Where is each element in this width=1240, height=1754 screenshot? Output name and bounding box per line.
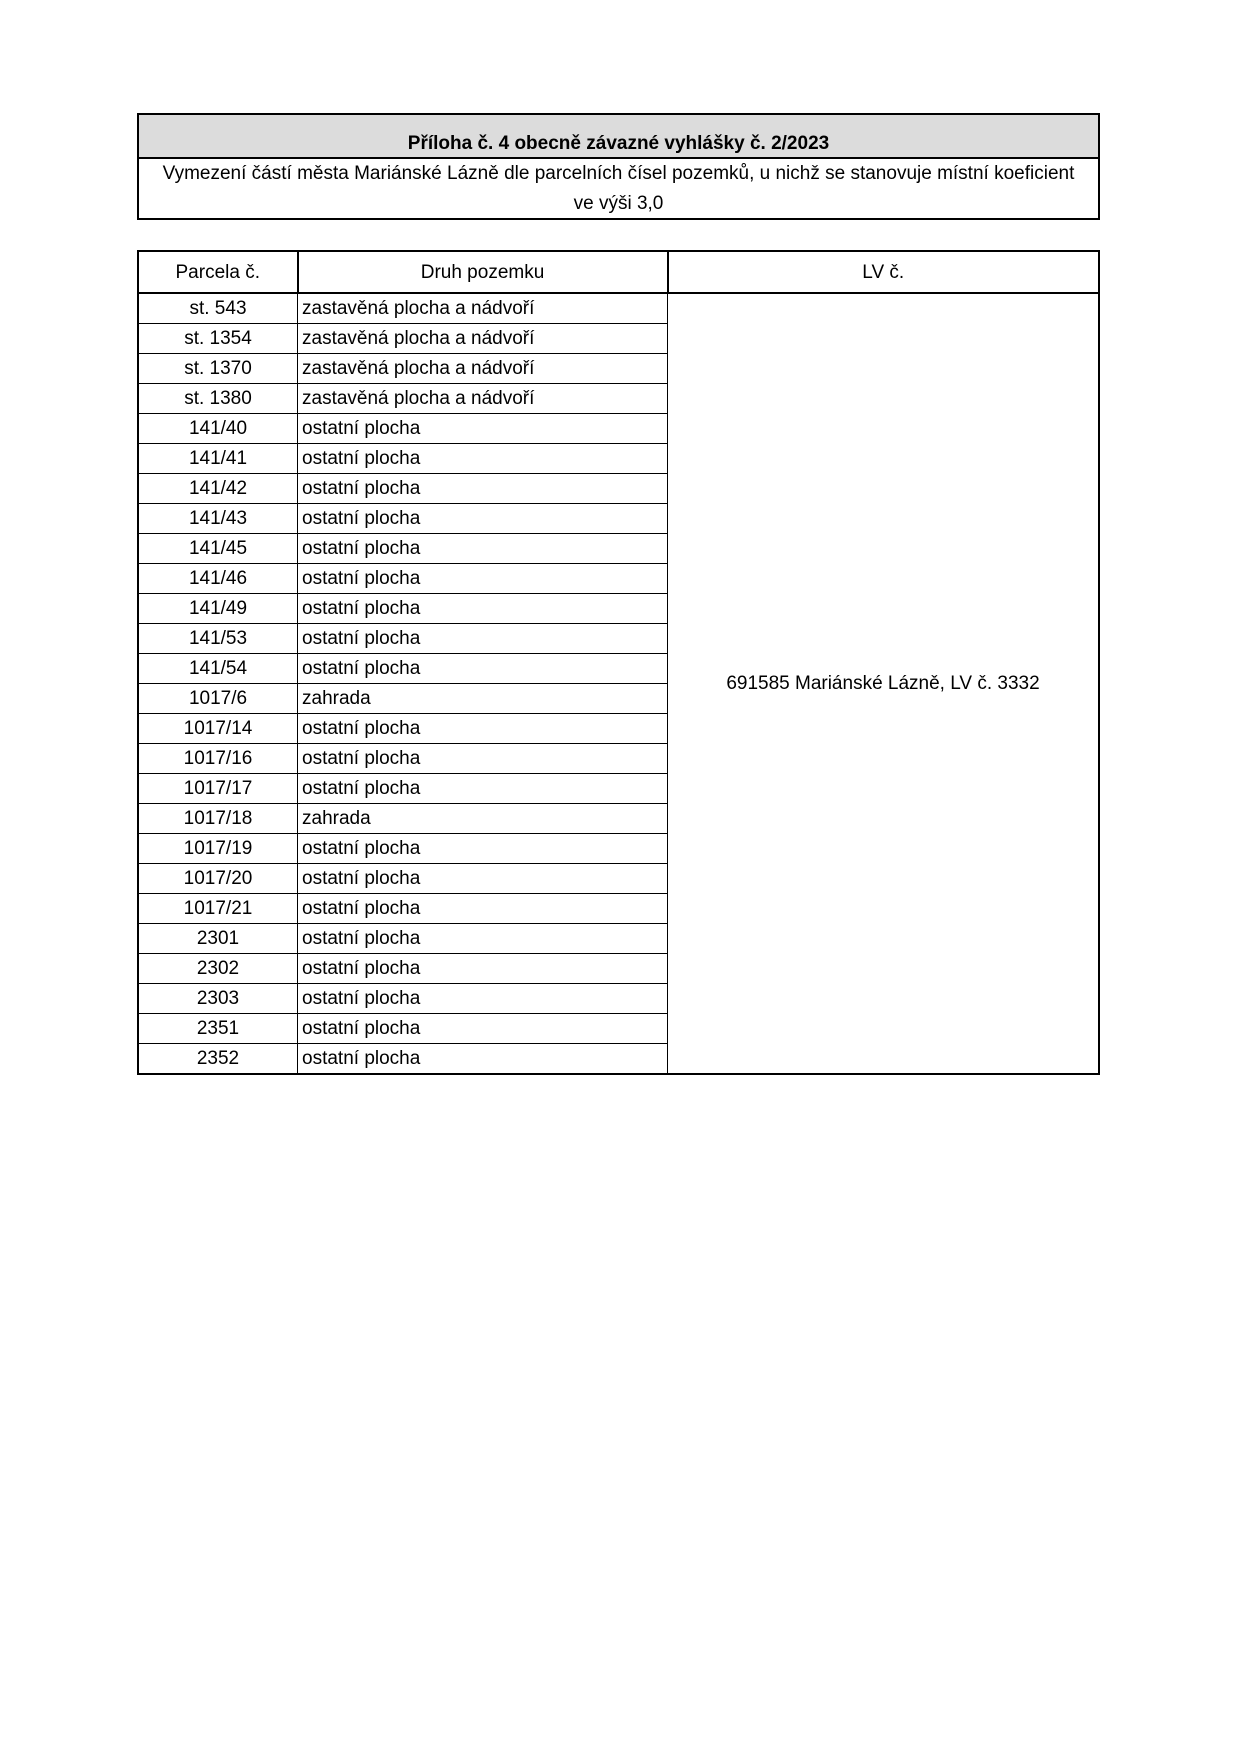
document-subtitle: Vymezení částí města Mariánské Lázně dle parcelních čísel pozemků, u nichž se stanovuje místní koeficient ve výši 3,0: [162, 163, 1075, 214]
land-type: ostatní plocha: [298, 444, 668, 474]
land-type: zastavěná plocha a nádvoří: [298, 384, 668, 414]
land-type: ostatní plocha: [298, 834, 668, 864]
parcel-number: 2351: [138, 1014, 298, 1044]
land-type: ostatní plocha: [298, 564, 668, 594]
land-type: ostatní plocha: [298, 864, 668, 894]
parcel-number: 1017/6: [138, 684, 298, 714]
parcel-number: st. 1380: [138, 384, 298, 414]
parcel-number: 141/42: [138, 474, 298, 504]
parcel-number: 1017/21: [138, 894, 298, 924]
land-type: ostatní plocha: [298, 654, 668, 684]
parcel-number: 141/53: [138, 624, 298, 654]
column-header-type: Druh pozemku: [298, 251, 668, 293]
parcel-number: 2301: [138, 924, 298, 954]
land-type: ostatní plocha: [298, 414, 668, 444]
column-header-lv: LV č.: [668, 251, 1100, 293]
land-type: ostatní plocha: [298, 474, 668, 504]
parcel-number: 141/46: [138, 564, 298, 594]
land-type: zastavěná plocha a nádvoří: [298, 293, 668, 324]
land-type: ostatní plocha: [298, 1044, 668, 1075]
parcel-number: 141/43: [138, 504, 298, 534]
parcel-number: 2303: [138, 984, 298, 1014]
parcel-number: 141/45: [138, 534, 298, 564]
parcel-number: 1017/14: [138, 714, 298, 744]
table-row: [138, 293, 1099, 324]
parcel-number: 1017/17: [138, 774, 298, 804]
land-type: ostatní plocha: [298, 1014, 668, 1044]
parcel-number: st. 1354: [138, 324, 298, 354]
land-type: zahrada: [298, 684, 668, 714]
land-type: zastavěná plocha a nádvoří: [298, 324, 668, 354]
parcel-table: [137, 250, 1100, 1075]
lv-cell: 691585 Mariánské Lázně, LV č. 3332: [668, 293, 1100, 1074]
parcel-number: st. 543: [138, 293, 298, 324]
land-type: ostatní plocha: [298, 924, 668, 954]
land-type: ostatní plocha: [298, 744, 668, 774]
parcel-number: 1017/18: [138, 804, 298, 834]
parcel-number: 1017/16: [138, 744, 298, 774]
parcel-number: 141/40: [138, 414, 298, 444]
land-type: ostatní plocha: [298, 504, 668, 534]
parcel-number: 141/41: [138, 444, 298, 474]
parcel-number: 141/49: [138, 594, 298, 624]
land-type: zahrada: [298, 804, 668, 834]
document-header: [137, 113, 1100, 220]
parcel-number: 1017/20: [138, 864, 298, 894]
land-type: ostatní plocha: [298, 594, 668, 624]
parcel-number: st. 1370: [138, 354, 298, 384]
table-header-row: [138, 251, 1099, 293]
land-type: ostatní plocha: [298, 984, 668, 1014]
column-header-parcel: Parcela č.: [138, 251, 298, 293]
parcel-number: 141/54: [138, 654, 298, 684]
document-title: Příloha č. 4 obecně závazné vyhlášky č. 2/2023: [139, 115, 1098, 159]
parcel-number: 2352: [138, 1044, 298, 1075]
land-type: ostatní plocha: [298, 894, 668, 924]
land-type: ostatní plocha: [298, 954, 668, 984]
land-type: zastavěná plocha a nádvoří: [298, 354, 668, 384]
land-type: ostatní plocha: [298, 774, 668, 804]
parcel-number: 1017/19: [138, 834, 298, 864]
parcel-number: 2302: [138, 954, 298, 984]
land-type: ostatní plocha: [298, 714, 668, 744]
land-type: ostatní plocha: [298, 534, 668, 564]
land-type: ostatní plocha: [298, 624, 668, 654]
